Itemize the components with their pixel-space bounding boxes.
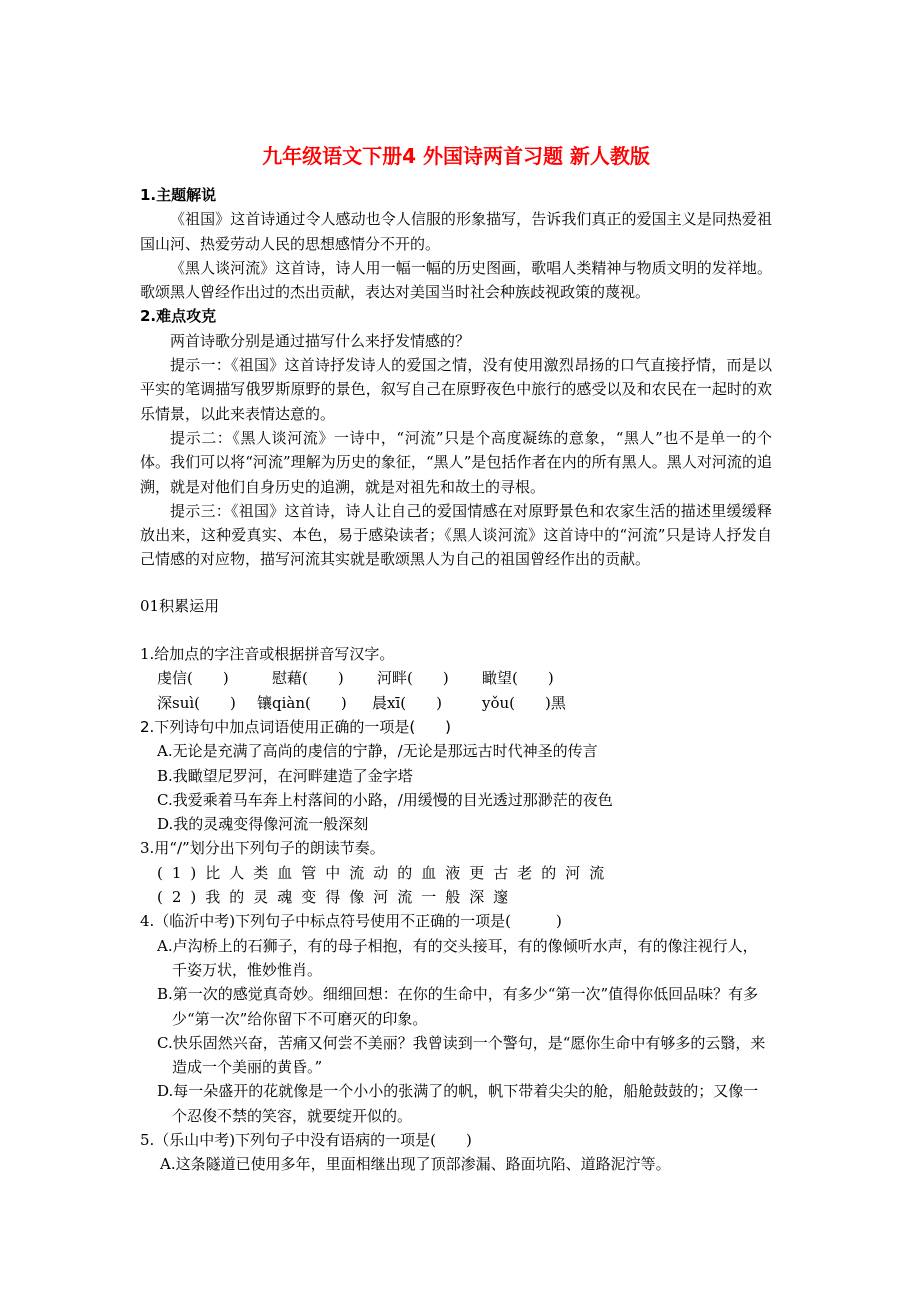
question-3-stem: 3.用“/”划分出下列句子的朗读节奏。 [140, 839, 385, 858]
question-4-option-a: A.卢沟桥上的石狮子，有的母子相抱，有的交头接耳，有的像倾听水声，有的像注视行人，千姿万状，惟妙惟肖。 [157, 936, 758, 979]
question-4-stem: 4.（临沂中考)下列句子中标点符号使用不正确的一项是( ) [140, 912, 562, 931]
question-text: 两首诗歌分别是通过描写什么来抒发情感的？ [170, 331, 471, 350]
question-2-option-a: A.无论是充满了高尚的虔信的宁静，/无论是那远古时代神圣的传言 [157, 742, 598, 761]
pinyin-item: 深suì( ) [157, 693, 236, 712]
question-1-stem: 1.给加点的字注音或根据拼音写汉字。 [140, 645, 395, 664]
question-5-stem: 5.（乐山中考)下列句子中没有语病的一项是( ) [140, 1130, 472, 1149]
section-heading-practice: 01积累运用 [140, 596, 220, 615]
pinyin-item: yǒu( )黑 [482, 693, 566, 712]
question-2-option-d: D.我的灵魂变得像河流一般深刻 [157, 815, 369, 834]
paragraph: 《祖国》这首诗通过令人感动也令人信服的形象描写，告诉我们真正的爱国主义是同热爱祖国山河、热爱劳动人民的思想感情分不开的。 [140, 210, 772, 253]
question-5-option-a: A.这条隧道已使用多年，里面相继出现了顶部渗漏、路面坑陷、道路泥泞等。 [160, 1155, 671, 1174]
pinyin-item: 虔信( ) [157, 669, 229, 688]
pinyin-item: 慰藉( ) [272, 669, 344, 688]
hint-paragraph: 提示一：《祖国》这首诗抒发诗人的爱国之情，没有使用激烈昂扬的口气直接抒情，而是以平实的笔调描写俄罗斯原野的景色，叙写自己在原野夜色中旅行的感受以及和农民在一起时的欢乐情景，以此来表情达意的。 [140, 356, 772, 423]
question-2-option-c: C.我爱乘着马车奔上村落间的小路，/用缓慢的目光透过那渺茫的夜色 [157, 790, 613, 809]
document-title: 九年级语文下册4 外国诗两首习题 新人教版 [262, 144, 650, 168]
document-body [140, 143, 772, 1177]
hint-paragraph: 提示二：《黑人谈河流》一诗中，“河流”只是个高度凝练的意象，“黑人”也不是单一的个体。我们可以将“河流”理解为历史的象征，“黑人”是包括作者在内的所有黑人。黑人对河流的追溯，就是对他们自身历史的追溯，就是对祖先和故土的寻根。 [140, 428, 772, 496]
question-4-option-c: C.快乐固然兴奋，苦痛又何尝不美丽？我曾读到一个警句，是“愿你生命中有够多的云翳，来造成一个美丽的黄昏。” [157, 1033, 766, 1077]
question-2-stem: 2.下列诗句中加点词语使用正确的一项是( ) [140, 717, 452, 736]
question-3-item-1: (1)比人类血管中流动的血液更古老的河流 [157, 863, 614, 882]
question-1-row-2 [140, 691, 772, 715]
question-2-option-b: B.我瞰望尼罗河，在河畔建造了金字塔 [157, 766, 413, 785]
pinyin-item: 瞰望( ) [482, 669, 554, 688]
pinyin-item: 河畔( ) [377, 669, 449, 688]
section-heading-difficulty: 2.难点攻克 [140, 307, 217, 326]
pinyin-item: 镶qiàn( ) [257, 693, 347, 712]
question-4-option-d: D.每一朵盛开的花就像是一个小小的张满了的帆，帆下带着尖尖的舱，船舱鼓鼓的；又像一个忍俊不禁的笑容，就要绽开似的。 [157, 1082, 759, 1125]
question-3-item-2: (2)我的灵魂变得像河流一般深邃 [157, 888, 518, 907]
question-1-row-1 [140, 666, 772, 690]
question-4-option-b: B.第一次的感觉真奇妙。细细回想：在你的生命中，有多少“第一次”值得你低回品味？有多少“第一次”给你留下不可磨灭的印象。 [157, 985, 759, 1028]
section-heading-theme: 1.主题解说 [140, 186, 217, 204]
pinyin-item: 晨xī( ) [372, 693, 442, 712]
hint-paragraph: 提示三：《祖国》这首诗，诗人让自己的爱国情感在对原野景色和农家生活的描述里缓缓释放出来，这种爱真实、本色，易于感染读者；《黑人谈河流》这首诗中的“河流”只是诗人抒发自己情感的对应物，描写河流其实就是歌颂黑人为自己的祖国曾经作出的贡献。 [140, 501, 772, 569]
paragraph: 《黑人谈河流》这首诗，诗人用一幅一幅的历史图画，歌唱人类精神与物质文明的发祥地。歌颂黑人曾经作出过的杰出贡献，表达对美国当时社会种族歧视政策的蔑视。 [140, 258, 772, 302]
